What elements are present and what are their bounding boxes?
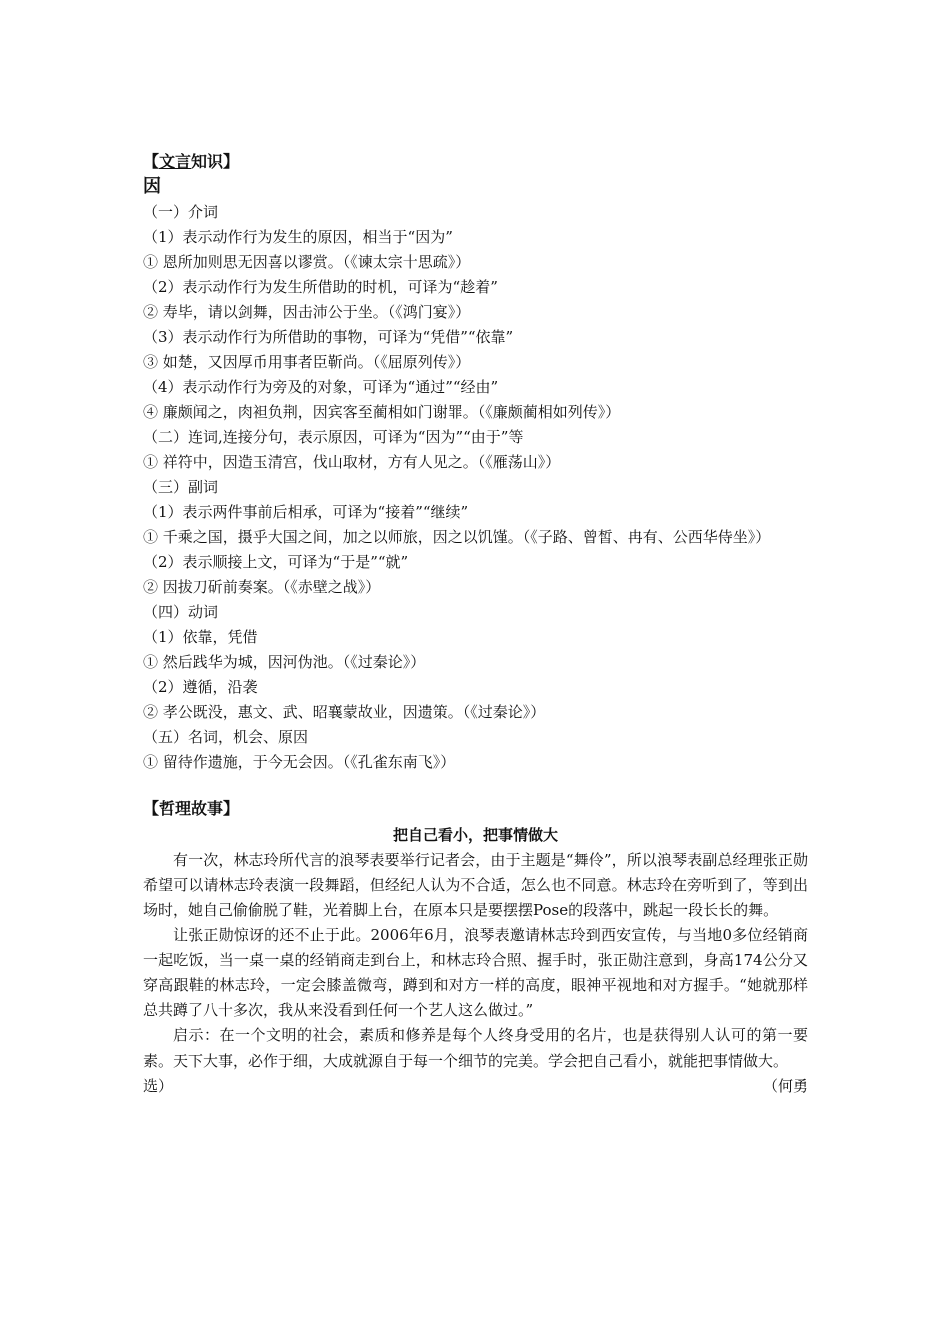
text-line: （1）依靠，凭借 (143, 628, 258, 646)
text-line: ② 寿毕，请以剑舞，因击沛公于坐。（《鸿门宴》） (143, 303, 471, 321)
text-line: ② 孝公既没，惠文、武、昭襄蒙故业，因遗策。（《过秦论》） (143, 703, 546, 721)
text-line: ① 祥符中，因造玉清宫，伐山取材，方有人见之。（《雁荡山》） (143, 453, 561, 471)
story-title: 把自己看小，把事情做大 (392, 826, 558, 844)
text-line: （五）名词，机会、原因 (143, 728, 309, 746)
text-line: （四）动词 (143, 603, 219, 621)
heading-underlined-text: 文言 (159, 152, 192, 171)
text-line: （2）遵循，沿袭 (143, 678, 258, 696)
text-line: ① 恩所加则思无因喜以谬赏。（《谏太宗十思疏》） (143, 253, 471, 271)
heading-rest-text: 知识】 (191, 152, 240, 171)
story-section-heading: 【哲理故事】 (143, 799, 240, 818)
moral-text: 启示：在一个文明的社会，素质和修养是每个人终身受用的名片，也是获得别人认可的第一要素。天下大事，必作于细，大成就源自于每一个细节的完美。学会把自己看小，就能把事情做大。 (143, 1026, 808, 1070)
story-moral (143, 1023, 808, 1095)
text-line: （1）表示动作行为发生的原因，相当于“因为” (143, 228, 453, 246)
text-line: ① 留待作遗施，于今无会因。（《孔雀东南飞》） (143, 753, 456, 771)
character-heading: 因 (143, 176, 161, 197)
story-paragraph-2: 让张正勋惊讶的还不止于此。2006年6月，浪琴表邀请林志玲到西安宣传，与当地0多位经销商一起吃饭，当一桌一桌的经销商走到台上，和林志玲合照、握手时，张正勋注意到，身高174公分又穿高跟鞋的林志玲，一定会膝盖微弯，蹲到和对方一样的高度，眼神平视地和对方握手。“她就那样总共蹲了八十多次，我从来没看到任何一个艺人这么做过。” (143, 926, 808, 1019)
section-spacer (143, 775, 808, 797)
wenyan-lines (143, 200, 808, 775)
text-line: （三）副词 (143, 478, 219, 496)
text-line: （3）表示动作行为所借助的事物，可译为“凭借”“依靠” (143, 328, 514, 346)
signature-start: （何勇 (762, 1077, 808, 1095)
story-paragraph-1: 有一次，林志玲所代言的浪琴表要举行记者会，由于主题是“舞伶”，所以浪琴表副总经理张正勋希望可以请林志玲表演一段舞蹈，但经纪人认为不合适，怎么也不同意。林志玲在旁听到了，等到出场时，她自己偷偷脱了鞋，光着脚上台，在原本只是要摆摆Pose的段落中，跳起一段长长的舞。 (143, 851, 808, 919)
text-line: （2）表示动作行为发生所借助的时机，可译为“趁着” (143, 278, 498, 296)
document-page (143, 150, 808, 1100)
text-line: ② 因拔刀斫前奏案。（《赤壁之战》） (143, 578, 381, 596)
text-line: ④ 廉颇闻之，肉袒负荆，因宾客至蔺相如门谢罪。（《廉颇蔺相如列传》） (143, 403, 621, 421)
text-line: （二）连词,连接分句，表示原因，可译为“因为”“由于”等 (143, 428, 524, 446)
text-line: （一）介词 (143, 203, 219, 221)
text-line: ③ 如楚，又因厚币用事者臣靳尚。（《屈原列传》） (143, 353, 471, 371)
heading-open-bracket: 【 (143, 152, 160, 171)
wenyan-section-heading (143, 150, 808, 174)
signature-end: 选） (143, 1077, 174, 1095)
text-line: （2）表示顺接上文，可译为“于是”“就” (143, 553, 409, 571)
text-line: （1）表示两件事前后相承，可译为“接着”“继续” (143, 503, 469, 521)
text-line: （4）表示动作行为旁及的对象，可译为“通过”“经由” (143, 378, 499, 396)
text-line: ① 然后践华为城，因河伪池。（《过秦论》） (143, 653, 426, 671)
text-line: ① 千乘之国，摄乎大国之间，加之以师旅，因之以饥馑。（《子路、曾皙、冉有、公西华侍坐》） (143, 528, 771, 546)
